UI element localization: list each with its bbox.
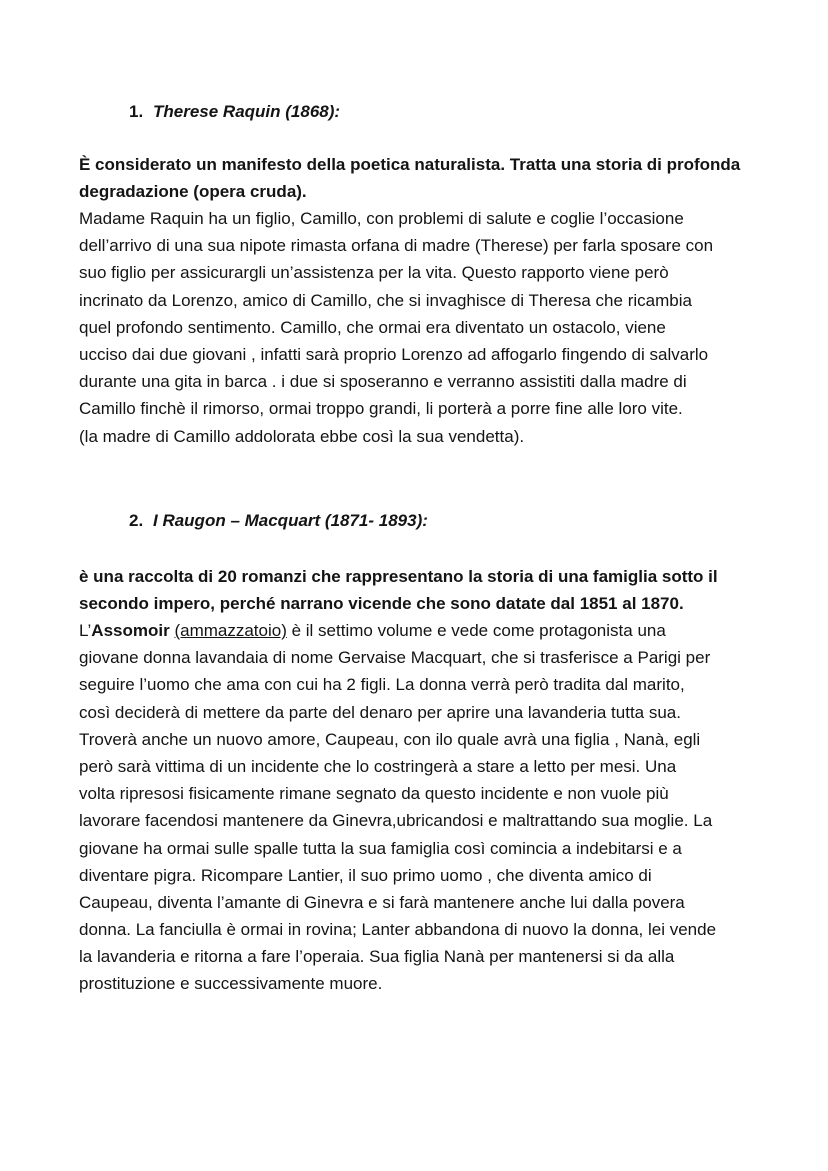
section-1-body-line: ucciso dai due giovani , infatti sarà proprio Lorenzo ad affogarlo fingendo di salvarlo: [79, 344, 709, 364]
section-2-body-line: la lavanderia e ritorna a fare l’operaia. Sua figlia Nanà per mantenersi si da alla: [79, 947, 675, 967]
section-1-title: Therese Raquin (1868):: [153, 102, 341, 121]
section-2-body-line: Troverà anche un nuovo amore, Caupeau, con ilo quale avrà una figlia , Nanà, egli: [79, 729, 701, 749]
ammazzatoio-link: (ammazzatoio): [174, 621, 287, 640]
section-2-intro: [79, 563, 759, 617]
section-1-body-line: suo figlio per assicurargli un’assistenza per la vita. Questo rapporto viene però: [79, 263, 669, 283]
section-2-heading: [129, 511, 428, 531]
first-line-prefix: L’: [79, 621, 92, 640]
section-2-body-line: così deciderà di mettere da parte del denaro per aprire una lavanderia tutta sua.: [79, 702, 681, 722]
section-1-body-line: quel profondo sentimento. Camillo, che ormai era diventato un ostacolo, viene: [79, 317, 666, 337]
section-2-body-line: donna. La fanciulla è ormai in rovina; Lanter abbandona di nuovo la donna, lei vende: [79, 920, 717, 940]
assomoir-title: Assomoir: [91, 621, 170, 640]
section-1-body-line: Madame Raquin ha un figlio, Camillo, con problemi di salute e coglie l’occasione: [79, 209, 684, 228]
section-1-intro: [79, 151, 759, 205]
section-2-body-line: seguire l’uomo che ama con cui ha 2 figli. La donna verrà però tradita dal marito,: [79, 675, 685, 695]
section-1-heading: [129, 102, 340, 122]
section-2-body-line: Caupeau, diventa l’amante di Ginevra e si farà mantenere anche lui dalla povera: [79, 892, 685, 912]
section-2-title: I Raugon – Macquart (1871- 1893):: [153, 511, 428, 530]
section-1-body-line: durante una gita in barca . i due si sposeranno e verranno assistiti dalla madre di: [79, 372, 687, 392]
section-2-body-line: diventare pigra. Ricompare Lantier, il suo primo uomo , che diventa amico di: [79, 865, 652, 885]
section-1-number: 1 .: [129, 102, 153, 122]
section-2-body: [79, 617, 759, 998]
section-2-first-line: [79, 617, 759, 644]
section-2-intro-line: è una raccolta di 20 romanzi che rappresentano la storia di una famiglia sotto il: [79, 567, 718, 586]
section-1-intro-line: degradazione (opera cruda).: [79, 182, 307, 202]
section-2-body-line: lavorare facendosi mantenere da Ginevra,ubricandosi e maltrattando sua moglie. La: [79, 811, 713, 831]
section-1-body-line: dell’arrivo di una sua nipote rimasta orfana di madre (Therese) per farla sposare con: [79, 236, 714, 256]
section-2-body-line: però sarà vittima di un incidente che lo costringerà a stare a letto per mesi. Una: [79, 756, 677, 776]
section-2-body-line: giovane ha ormai sulle spalle tutta la sua famiglia così comincia a indebitarsi e a: [79, 838, 682, 858]
section-1-body: [79, 205, 759, 450]
section-2-body-line: giovane donna lavandaia di nome Gervaise Macquart, che si trasferisce a Parigi per: [79, 648, 711, 668]
section-2-body-line: volta ripresosi fisicamente rimane segnato da questo incidente e non vuole più: [79, 784, 669, 804]
section-1-intro-line: È considerato un manifesto della poetica naturalista. Tratta una storia di profonda: [79, 155, 741, 174]
section-2-intro-line: secondo impero, perché narrano vicende che sono datate dal 1851 al 1870.: [79, 594, 684, 614]
section-2-body-line: prostituzione e successivamente muore.: [79, 974, 383, 994]
section-1-body-line: (la madre di Camillo addolorata ebbe così la sua vendetta).: [79, 426, 525, 446]
first-line-rest: è il settimo volume e vede come protagonista una: [286, 621, 666, 640]
section-1-body-line: Camillo finchè il rimorso, ormai troppo grandi, li porterà a porre fine alle loro vite.: [79, 399, 683, 419]
section-2-number: 2 .: [129, 511, 153, 531]
section-1-body-line: incrinato da Lorenzo, amico di Camillo, che si invaghisce di Theresa che ricambia: [79, 290, 692, 310]
